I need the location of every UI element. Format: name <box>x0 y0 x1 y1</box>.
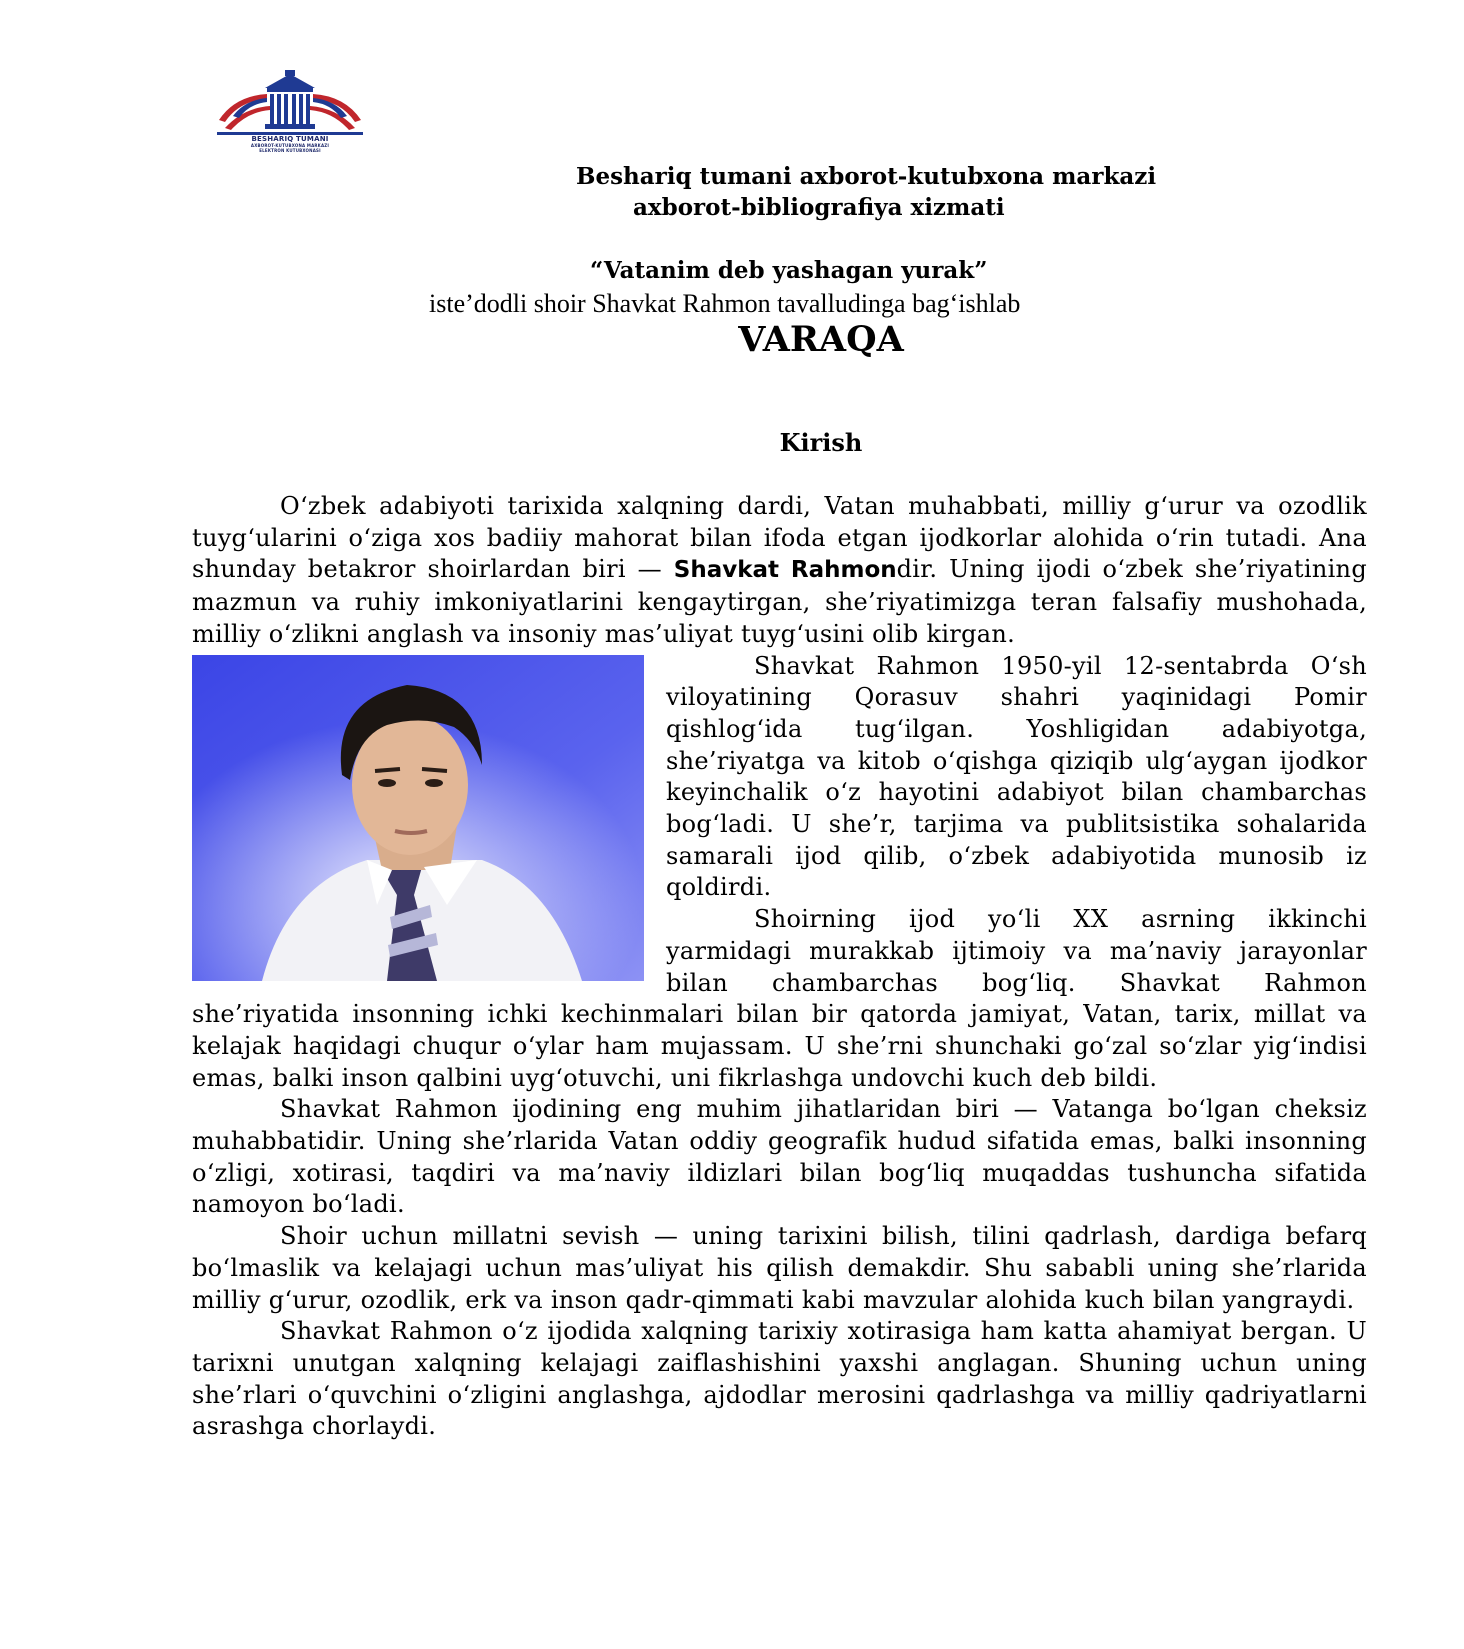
paragraph-5: Shoir uchun millatni sevish — uning tarixini bilish, tilini qadrlash, dardiga befarq bo‘lmaslik va kelajagi uchun mas’uliyat his qilish demakdir. Shu sababli uning she’rlarida milliy g‘urur, ozodlik, erk va inson qadr-qimmati kabi mavzular alohida kuch bilan yangraydi. <box>192 1222 1367 1314</box>
paragraph-1 <box>192 491 1367 651</box>
organization-line-1: Beshariq tumani axborot-kutubxona markazi <box>576 163 1157 190</box>
portrait-image <box>192 655 644 981</box>
topic-title: “Vatanim deb yashagan yurak” <box>590 257 988 284</box>
paragraph-1-start: O‘zbek adabiyoti tarixida xalqning dardi, Vatan muhabbati, milliy g‘urur va ozodlik tuyg‘ularini o‘ziga xos badiiy mahorat bilan ifoda etgan ijodkorlar alohida o‘rin tutadi. Ana shunday betakror shoirlardan biri — <box>192 492 1367 584</box>
library-logo <box>215 68 365 164</box>
paragraph-4: Shavkat Rahmon ijodining eng muhim jihatlaridan biri — Vatanga bo‘lgan cheksiz muhabbatidir. Uning she’rlarida Vatan oddiy geografik hudud sifatida emas, balki insonning o‘zligi, xotirasi, taqdiri va ma’naviy ildizlari bilan bog‘liq muqaddas tushuncha sifatida namoyon bo‘ladi. <box>192 1095 1367 1219</box>
logo-caption-main: BESHARIQ TUMANI <box>251 135 329 143</box>
paragraph-1-end: dir. Uning ijodi o‘zbek she’riyatining mazmun va ruhiy imkoniyatlarini kengaytirgan, she’riyatimizga teran falsafiy mushohada, milliy o‘zlikni anglash va insoniy mas’uliyat tuyg‘usini olib kirgan. <box>192 555 1367 648</box>
logo-caption <box>215 136 365 153</box>
paragraph-2: Shavkat Rahmon 1950-yil 12-sentabrda O‘sh viloyatining Qorasuv shahri yaqinidagi Pomir qishlog‘ida tug‘ilgan. Yoshligidan adabiyotga, she’riyatga va kitob o‘qishga qiziqib ulg‘aygan ijodkor keyinchalik o‘z hayotini adabiyot bilan chambarchas bog‘ladi. U she’r, tarjima va publitsistika sohalarida samarali ijod qilib, o‘zbek adabiyotida munosib iz qoldirdi. <box>666 651 1367 902</box>
logo-caption-sub2: ELEKTRON KUTUBXONASI <box>259 148 321 153</box>
poet-portrait <box>192 655 644 981</box>
section-heading: Kirish <box>779 428 863 457</box>
page-title: VARAQA <box>738 319 904 360</box>
article-body <box>192 491 1367 1443</box>
organization-line-2: axborot-bibliografiya xizmati <box>633 194 1005 221</box>
library-building-icon <box>215 68 365 138</box>
logo-caption-sub1: AXBOROT-KUTUBXONA MARKAZI <box>250 143 330 148</box>
poet-name: Shavkat Rahmon <box>673 557 897 584</box>
paragraph-6: Shavkat Rahmon o‘z ijodida xalqning tarixiy xotirasiga ham katta ahamiyat bergan. U tarixni unutgan xalqning kelajagi zaiflashishini yaxshi anglagan. Shuning uchun uning she’rlari o‘quvchini o‘zligini anglashga, ajdodlar merosini qadrlashga va milliy qadriyatlarni asrashga chorlaydi. <box>192 1317 1367 1441</box>
subtitle: iste’dodli shoir Shavkat Rahmon tavalludinga bag‘ishlab <box>429 289 1021 318</box>
paragraph-3: Shoirning ijod yo‘li XX asrning ikkinchi yarmidagi murakkab ijtimoiy va ma’naviy jarayonlar bilan chambarchas bog‘liq. Shavkat Rahmon she’riyatida insonning ichki kechinmalari bilan bir qatorda jamiyat, Vatan, tarix, millat va kelajak haqidagi chuqur o‘ylar ham mujassam. U she’rni shunchaki go‘zal so‘zlar yig‘indisi emas, balki inson qalbini uyg‘otuvchi, uni fikrlashga undovchi kuch deb bildi. <box>192 905 1367 1092</box>
